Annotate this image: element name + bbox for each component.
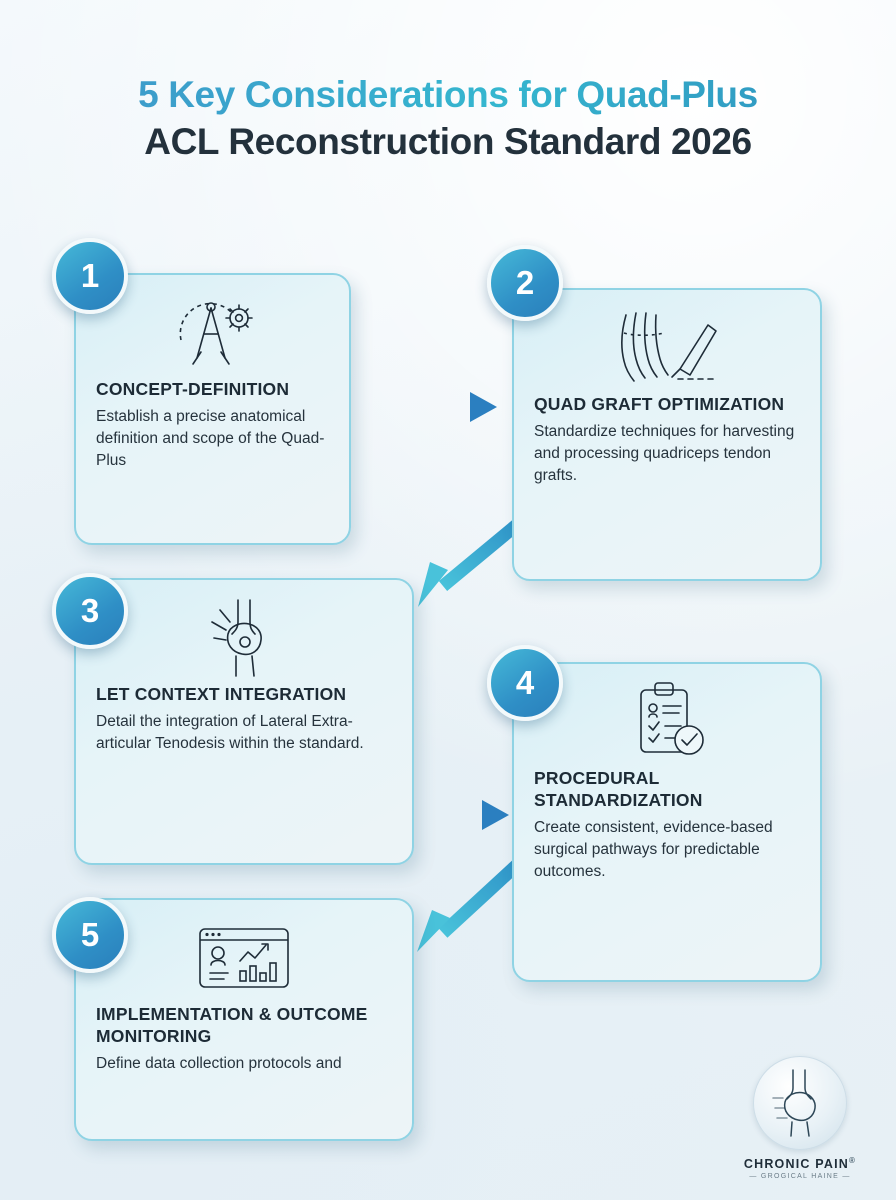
card-body: Standardize techniques for harvesting and processing quadriceps tendon grafts. bbox=[534, 422, 795, 484]
arrow-4-to-5 bbox=[417, 863, 519, 952]
card-body: Define data collection protocols and bbox=[96, 1054, 342, 1072]
step-badge-4: 4 bbox=[487, 645, 563, 721]
arrow-3-to-4 bbox=[418, 800, 509, 830]
page-title bbox=[0, 72, 896, 165]
knee-joint-icon bbox=[96, 596, 392, 680]
dashboard-chart-icon bbox=[96, 916, 392, 1000]
arrow-1-to-2 bbox=[356, 392, 497, 422]
card-concept-definition[interactable] bbox=[74, 273, 351, 545]
step-badge-1: 1 bbox=[52, 238, 128, 314]
arrow-2-to-3 bbox=[418, 523, 519, 607]
card-title: CONCEPT-DEFINITION bbox=[96, 379, 290, 399]
logo-name bbox=[738, 1156, 862, 1171]
step-badge-2: 2 bbox=[487, 245, 563, 321]
logo-name-text: CHRONIC PAIN bbox=[743, 1157, 850, 1171]
card-body: Detail the integration of Lateral Extra-articular Tenodesis within the standard. bbox=[96, 712, 364, 752]
title-line-1: 5 Key Considerations for Quad-Plus bbox=[0, 72, 896, 117]
knee-anatomy-icon bbox=[753, 1056, 847, 1150]
logo-subtitle: — GROGICAL HAINE — bbox=[749, 1173, 851, 1180]
card-title: QUAD GRAFT OPTIMIZATION bbox=[534, 394, 785, 414]
muscle-scalpel-icon bbox=[534, 306, 800, 390]
card-quad-graft-optimization[interactable] bbox=[512, 288, 822, 581]
card-title: LET CONTEXT INTEGRATION bbox=[96, 684, 347, 704]
registered-mark: ® bbox=[849, 1155, 857, 1165]
card-title: IMPLEMENTATION & OUTCOME MONITORING bbox=[96, 1004, 368, 1046]
brand-logo bbox=[738, 1056, 862, 1180]
clipboard-checklist-icon bbox=[534, 680, 800, 764]
card-title: PROCEDURAL STANDARDIZATION bbox=[534, 768, 703, 810]
card-body: Create consistent, evidence-based surgical pathways for predictable outcomes. bbox=[534, 818, 773, 880]
title-line-2: ACL Reconstruction Standard 2026 bbox=[144, 121, 752, 163]
step-badge-3: 3 bbox=[52, 573, 128, 649]
step-badge-5: 5 bbox=[52, 897, 128, 973]
card-body: Establish a precise anatomical definition and scope of the Quad-Plus bbox=[96, 407, 325, 469]
compass-gear-icon bbox=[96, 291, 329, 375]
card-procedural-standardization[interactable] bbox=[512, 662, 822, 982]
